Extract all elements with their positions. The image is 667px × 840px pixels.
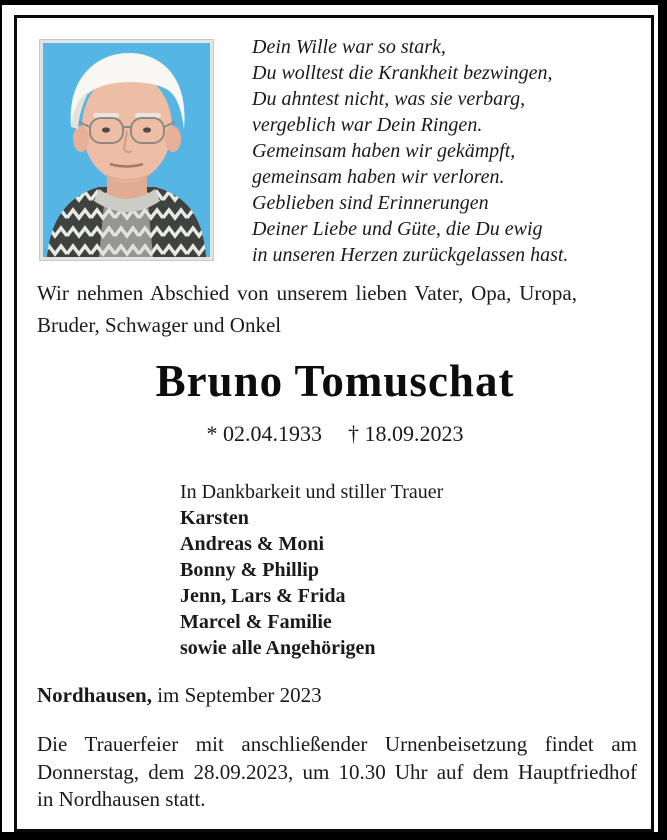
mourner-name: Andreas & Moni [180,533,325,555]
poem-line: Du ahntest nicht, was sie verbarg, [252,88,526,110]
poem-line: Deiner Liebe und Güte, die Du ewig [252,218,543,240]
memorial-poem [252,34,642,268]
notice-paper [2,5,658,832]
poem-line: Gemeinsam haben wir gekämpft, [252,140,516,162]
dateline-city: Nordhausen, [37,683,152,707]
mourner-name: Bonny & Phillip [180,559,319,581]
funeral-line: in Nordhausen statt. [37,787,206,811]
farewell-line: Wir nehmen Abschied von unserem lieben Vater, Opa, Uropa, [37,281,577,305]
portrait-photo [40,40,213,260]
poem-line: Geblieben sind Erinnerungen [252,192,489,214]
farewell-line: Bruder, Schwager und Onkel [37,313,282,337]
mourners-list [180,479,443,661]
mourner-name: Jenn, Lars & Frida [180,585,346,607]
death-cross-icon: † [348,421,359,446]
dateline [37,683,322,708]
funeral-line: Donnerstag, dem 28.09.2023, um 10.30 Uhr auf dem Hauptfriedhof [37,759,637,784]
poem-line: gemeinsam haben wir verloren. [252,166,505,188]
dateline-date: im September 2023 [157,683,322,707]
funeral-line: Die Trauerfeier mit anschließender Urnenbeisetzung findet am [37,732,637,756]
mourner-name: Marcel & Familie [180,611,332,633]
mourner-name: sowie alle Angehörigen [180,637,376,659]
funeral-paragraph [37,731,637,814]
birth-date-value: 02.04.1933 [223,421,322,446]
portrait-illustration [43,43,210,257]
birth-star-icon: * [206,421,218,446]
poem-line: in unseren Herzen zurückgelassen hast. [252,244,569,266]
poem-line: Dein Wille war so stark, [252,36,446,58]
mourner-name: Karsten [180,507,249,529]
poem-line: vergeblich war Dein Ringen. [252,114,483,136]
farewell-paragraph [37,277,577,341]
life-dates [15,421,655,447]
death-date-value: 18.09.2023 [364,421,464,446]
birth-date [207,421,323,446]
mourners-intro: In Dankbarkeit und stiller Trauer [180,481,444,503]
poem-line: Du wolltest die Krankheit bezwingen, [252,62,553,84]
deceased-name: Bruno Tomuschat [155,356,515,406]
death-date [348,421,464,446]
